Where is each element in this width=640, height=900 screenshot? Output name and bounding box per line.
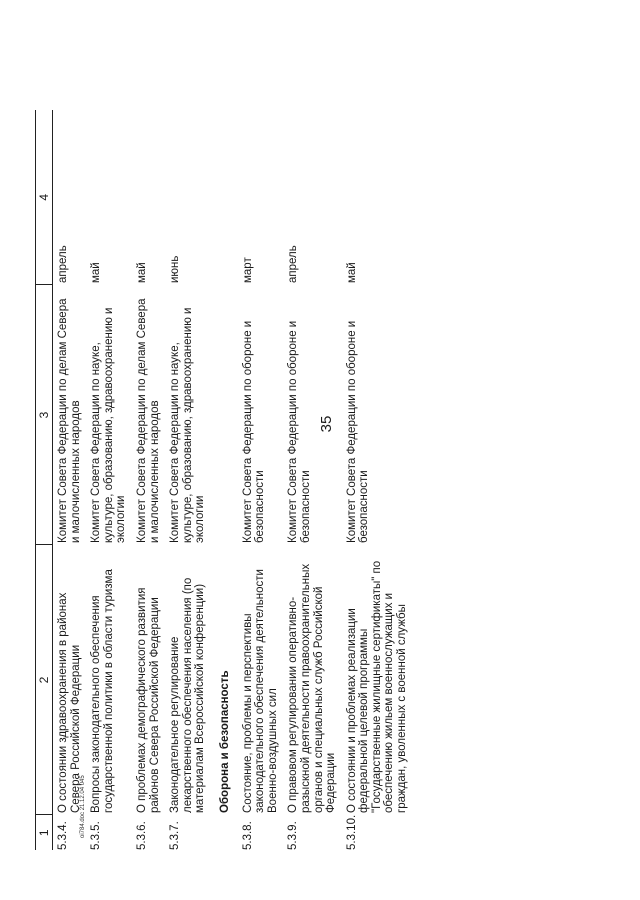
table-row: [165, 110, 211, 850]
row-topic: Вопросы законодательного обеспечения государственной политики в области туризма: [90, 569, 115, 813]
row-number: 5.3.5.: [90, 821, 103, 850]
row-month: май: [345, 262, 358, 283]
plan-table: [35, 110, 413, 850]
page-number: 35: [318, 415, 335, 433]
table-row: [342, 110, 413, 850]
row-committee: Комитет Совета Федерации по делам Севера и малочисленных народов: [135, 298, 161, 543]
column-header-1: 1: [36, 815, 53, 850]
column-header-2: 2: [36, 545, 53, 815]
table-header-row: [36, 110, 53, 850]
rotated-table-container: [35, 110, 555, 850]
row-month: май: [135, 262, 148, 283]
row-topic: О проблемах демографического развития районов Севера Российской Федерации: [135, 587, 161, 813]
table-row: [238, 110, 284, 850]
row-number: 5.3.6.: [135, 821, 148, 850]
footer-file-code: oi784.doc 21.12.04 045: [80, 775, 86, 838]
row-number: 5.3.10.: [345, 814, 358, 850]
row-number: 5.3.9.: [287, 821, 300, 850]
table-row: [283, 110, 341, 850]
row-committee: Комитет Совета Федерации по обороне и безопасности: [345, 320, 371, 543]
row-month: март: [241, 257, 254, 283]
row-topic: О правовом регулировании оперативно-разыскной деятельности правоохранительных органов и специальных служб Российской Федерации: [287, 563, 338, 813]
row-number: 5.3.4.: [57, 821, 69, 850]
row-topic: Законодательное регулирование лекарственного обеспечения населения (по материалам Всероссийской конференции): [169, 577, 207, 813]
table-row: [86, 110, 132, 850]
row-committee: Комитет Совета Федерации по делам Севера и малочисленных народов: [57, 298, 82, 543]
row-number: 5.3.8.: [241, 821, 254, 850]
row-month: апрель: [57, 245, 69, 283]
row-topic: О состоянии и проблемах реализации федеральной целевой программы "Государственные жилищные сертификаты" по обеспечению жильем военнослужащих и граждан, уволенных с военной службы: [345, 560, 409, 813]
row-number: 5.3.7.: [169, 821, 182, 850]
table-row: [53, 110, 87, 850]
row-month: май: [90, 262, 103, 283]
row-committee: Комитет Совета Федерации по обороне и безопасности: [241, 320, 267, 543]
table-row: [132, 110, 165, 850]
column-header-3: 3: [36, 285, 53, 545]
row-committee: Комитет Совета Федерации по науке, культуре, образованию, здравоохранению и экологии: [169, 307, 207, 543]
section-heading: Оборона и безопасность: [218, 670, 231, 813]
row-topic: О состоянии здравоохранения в районах Севера Российской Федерации: [57, 592, 82, 813]
section-heading-row: [211, 110, 238, 850]
row-topic: Состояние, проблемы и перспективы законодательного обеспечения деятельности Военно-воздушных сил: [241, 569, 279, 813]
row-committee: Комитет Совета Федерации по науке, культуре, образованию, здравоохранению и экологии: [90, 307, 128, 543]
row-month: апрель: [287, 245, 300, 283]
row-committee: Комитет Совета Федерации по обороне и безопасности: [287, 320, 312, 543]
row-month: июнь: [169, 255, 182, 283]
column-header-4: 4: [36, 110, 53, 285]
